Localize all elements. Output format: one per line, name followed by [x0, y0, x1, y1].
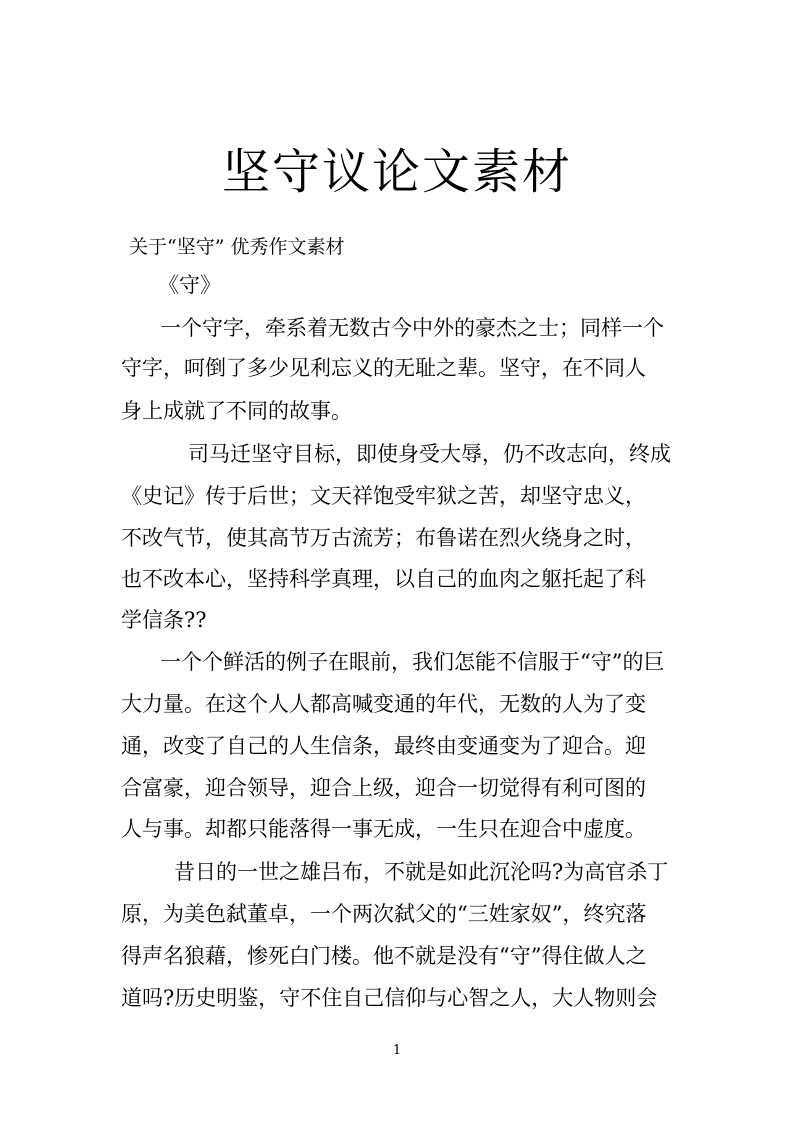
- document-subtitle: 关于“坚守” 优秀作文素材: [129, 236, 345, 258]
- body-line: 人与事。却都只能落得一事无成，一生只在迎合中虚度。: [121, 817, 646, 841]
- body-line: 一个守字，牵系着无数古今中外的豪杰之士；同样一个: [160, 316, 664, 340]
- body-line: 也不改本心，坚持科学真理，以自己的血肉之躯托起了科: [121, 567, 646, 591]
- body-line: 司马迁坚守目标，即使身受大辱，仍不改志向，终成: [188, 442, 671, 466]
- body-line: 《史记》传于后世；文天祥饱受牢狱之苦，却坚守忠义，: [121, 484, 646, 508]
- body-line: 合富豪，迎合领导，迎合上级，迎合一切觉得有利可图的: [121, 776, 646, 800]
- body-line: 得声名狼藉，惨死白门楼。他不就是没有“守”得住做人之: [121, 944, 647, 968]
- body-line: 通，改变了自己的人生信条，最终由变通变为了迎合。迎: [121, 734, 646, 758]
- body-line: 一个个鲜活的例子在眼前，我们怎能不信服于“守”的巨: [160, 650, 665, 674]
- body-line: 道吗?历史明鉴，守不住自己信仰与心智之人，大人物则会: [121, 986, 658, 1010]
- body-line: 大力量。在这个人人都高喊变通的年代，无数的人为了变: [121, 692, 646, 716]
- body-line: 身上成就了不同的故事。: [121, 399, 352, 423]
- document-title: 坚守议论文素材: [221, 144, 572, 200]
- body-line: 昔日的一世之雄吕布，不就是如此沉沦吗?为高官杀丁: [174, 860, 669, 884]
- section-heading: 《守》: [158, 273, 221, 297]
- body-line: 不改气节，使其高节万古流芳；布鲁诺在烈火绕身之时，: [121, 526, 646, 550]
- body-line: 原，为美色弑董卓，一个两次弑父的“三姓家奴”，终究落: [121, 902, 647, 926]
- body-line: 学信条??: [121, 608, 207, 632]
- body-line: 守字，呵倒了多少见利忘义的无耻之辈。坚守，在不同人: [121, 356, 646, 380]
- page-number: 1: [392, 1043, 402, 1058]
